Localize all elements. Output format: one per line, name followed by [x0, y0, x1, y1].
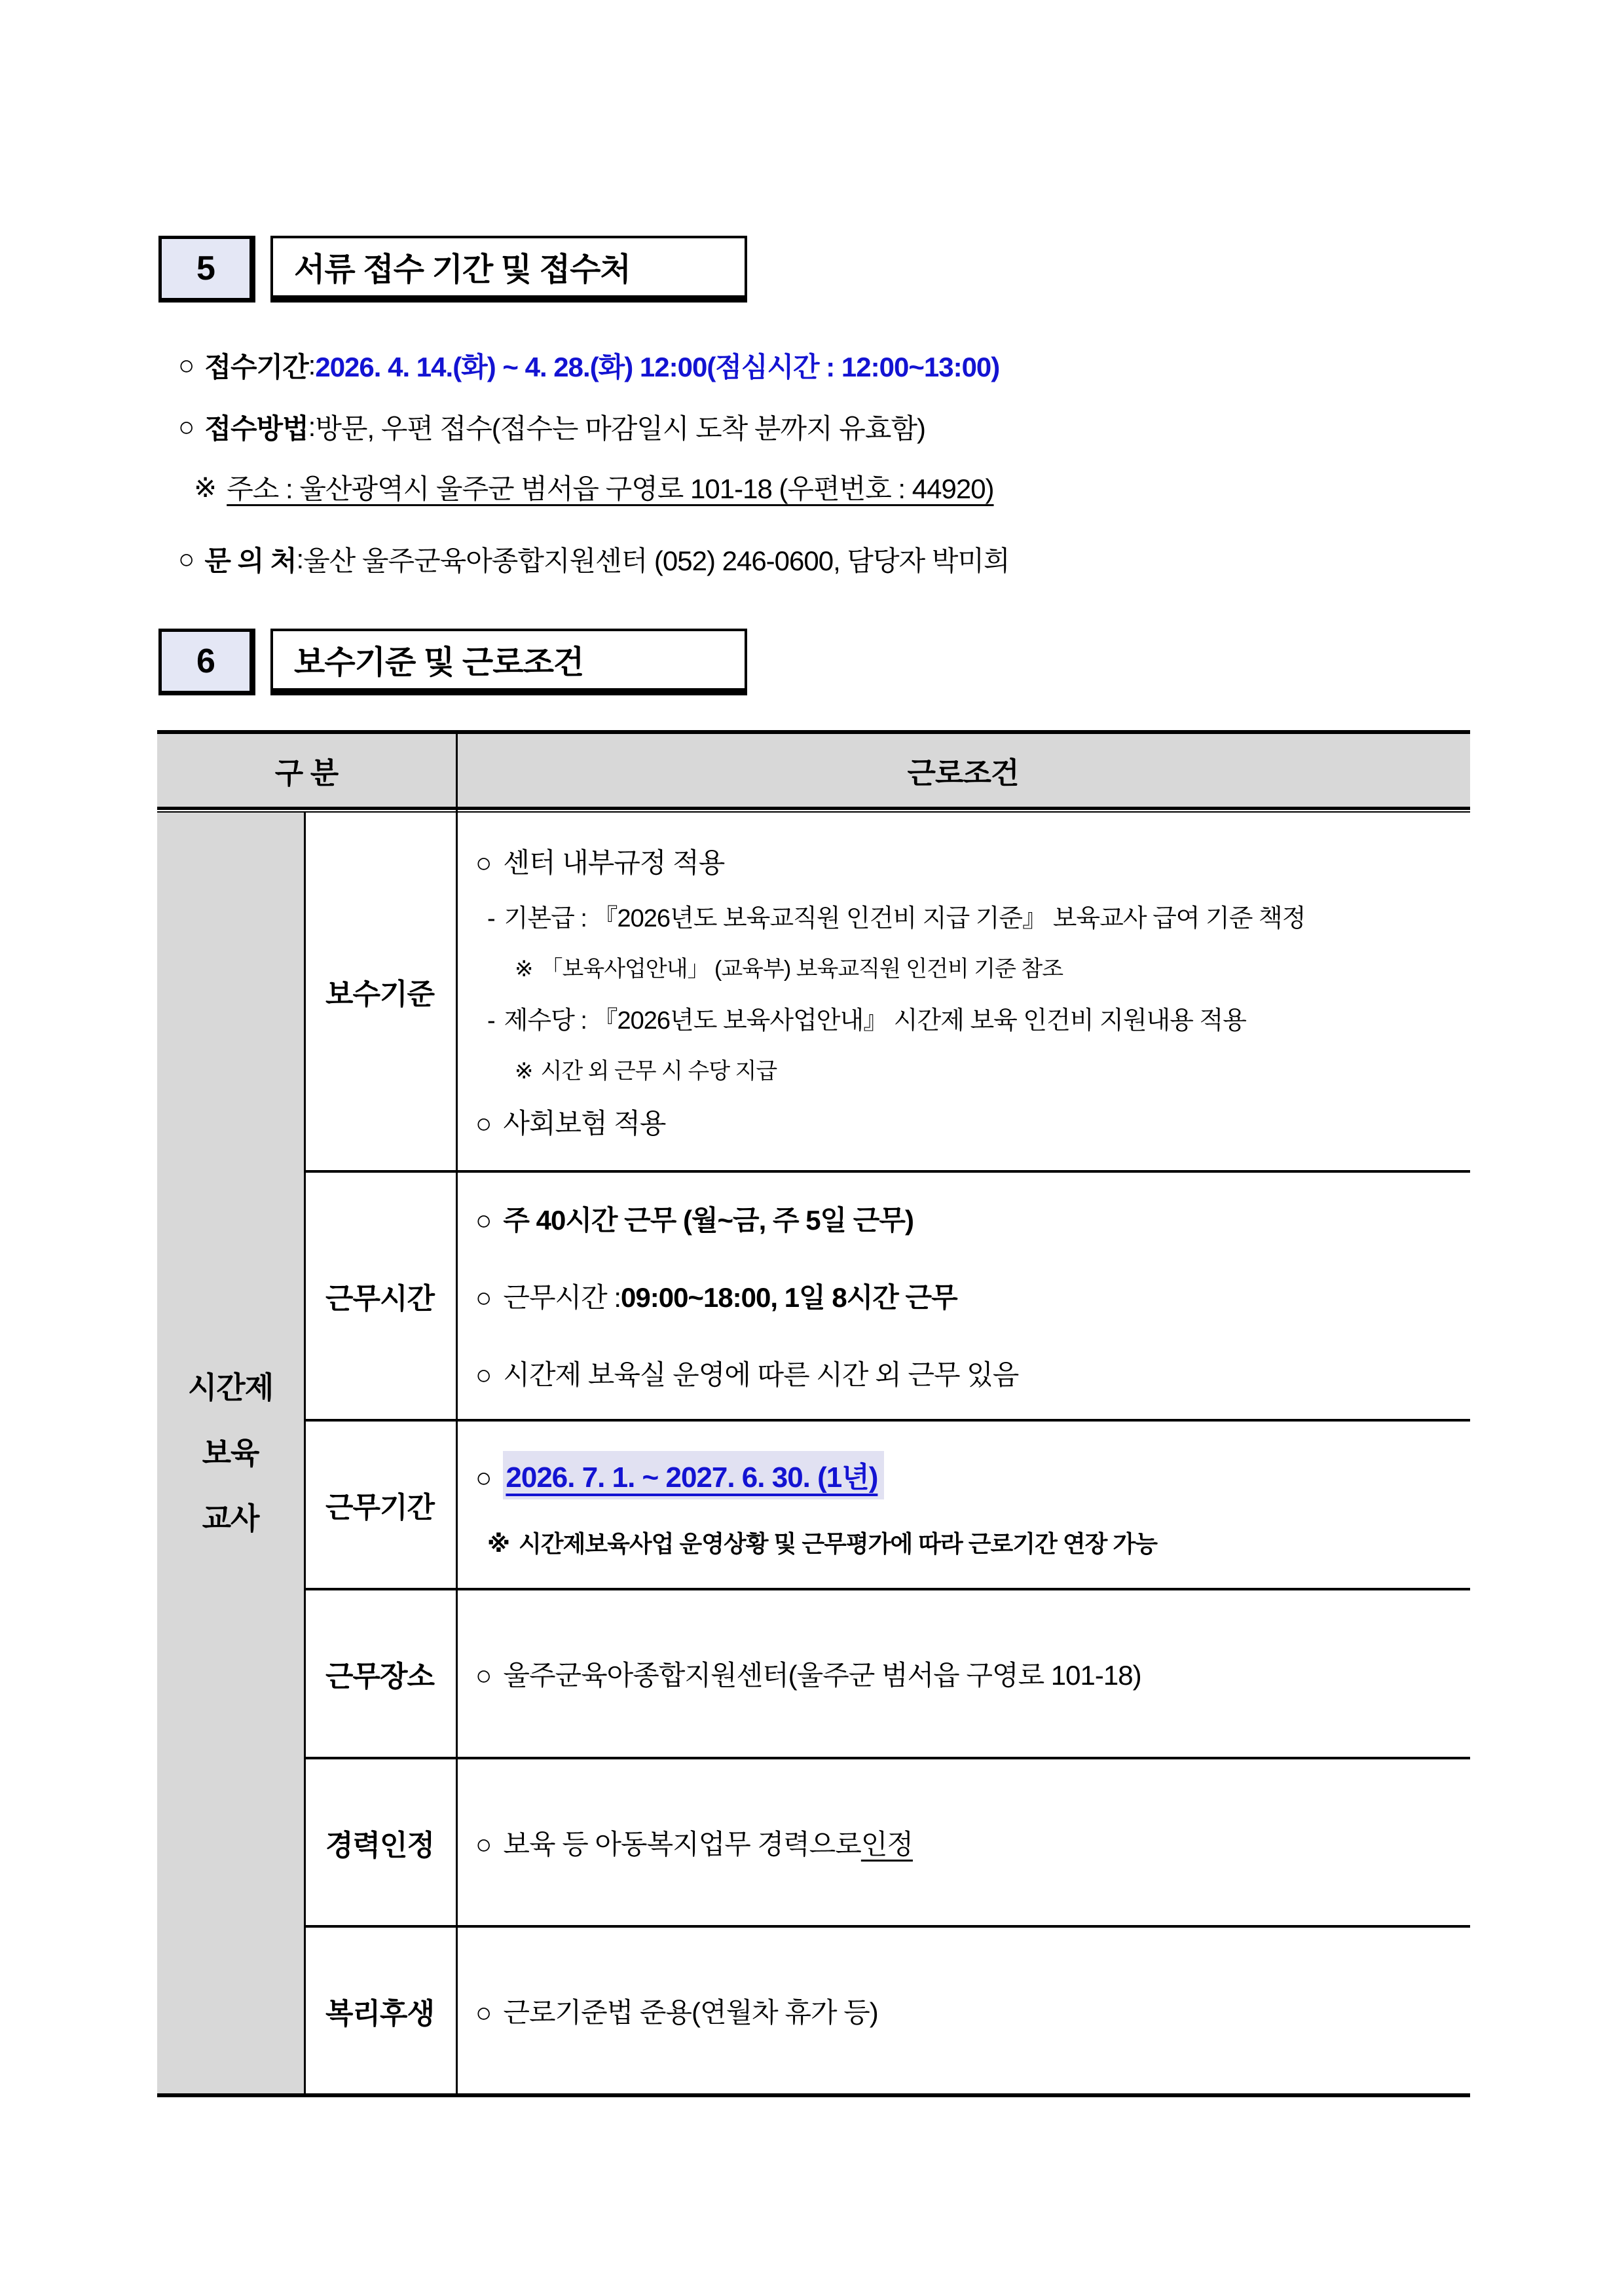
cell-working-period: [456, 1422, 1470, 1588]
receipt-method-label: 접수방법: [204, 413, 308, 444]
pay-line-6: ○ 사회보험 적용: [475, 1108, 666, 1139]
circle-bullet-icon: ○: [475, 1828, 492, 1860]
cell-work-place: [456, 1590, 1470, 1757]
header-category: 구 분: [274, 756, 339, 790]
receipt-period-label: 접수기간: [204, 352, 308, 382]
row-label-career-recognition: 경력인정: [325, 1829, 434, 1862]
hours-line-2: ○ 근무시간 : 09:00~18:00, 1일 8시간 근무: [475, 1282, 957, 1313]
career-underlined-word: 인정: [860, 1828, 913, 1860]
pay-line-1: ○ 센터 내부규정 적용: [475, 847, 725, 878]
row-label-working-period: 근무기간: [325, 1492, 434, 1524]
circle-bullet-icon: ○: [475, 1996, 492, 2028]
place-line-1: ○ 울주군육아종합지원센터(울주군 범서읍 구영로 101-18): [475, 1660, 1141, 1691]
section-5-number-box: [158, 236, 255, 303]
hours-line-3: ○ 시간제 보육실 운영에 따른 시간 외 근무 있음: [475, 1359, 1019, 1390]
receipt-method-line: [178, 407, 925, 447]
circle-bullet-icon: ○: [178, 350, 194, 380]
circle-bullet-icon: ○: [475, 1282, 492, 1313]
row-label-work-place: 근무장소: [325, 1661, 434, 1693]
reference-mark-icon: ※: [194, 471, 217, 503]
reference-mark-icon: ※: [487, 1530, 509, 1557]
period-line-2: ※ 시간제보육사업 운영상황 및 근무평가에 따라 근로기간 연장 가능: [487, 1530, 1157, 1557]
receipt-method-value: 방문, 우편 접수(접수는 마감일시 도착 분까지 유효함): [315, 413, 926, 444]
section-6-title-box: [270, 629, 747, 695]
section-6-title: 보수기준 및 근로조건: [294, 644, 584, 680]
section-5-number: 5: [196, 249, 215, 287]
circle-bullet-icon: ○: [178, 411, 194, 442]
section-6-number-box: [158, 629, 255, 695]
dash-bullet-icon: -: [487, 1007, 495, 1035]
pay-line-5: ※ 시간 외 근무 시 수당 지급: [515, 1059, 777, 1084]
section-5-title: 서류 접수 기간 및 접수처: [294, 251, 631, 287]
cell-career-recognition: [456, 1759, 1470, 1925]
separator: :: [308, 411, 316, 442]
row-label-pay-standard: 보수기준: [325, 978, 434, 1010]
circle-bullet-icon: ○: [475, 1461, 492, 1493]
row-label-working-hours: 근무시간: [325, 1283, 434, 1315]
section-5-title-box: [270, 236, 747, 303]
contact-label: 문 의 처: [204, 545, 297, 576]
reference-mark-icon: ※: [515, 957, 533, 982]
pay-line-3: ※ 「보육사업안내」 (교육부) 보육교직원 인건비 기준 참조: [515, 957, 1063, 982]
circle-bullet-icon: ○: [475, 1108, 492, 1139]
circle-bullet-icon: ○: [475, 1359, 492, 1390]
period-line-1: [475, 1451, 1470, 1499]
career-line-1: ○ 보육 등 아동복지업무 경력으로 인정: [475, 1823, 1470, 1862]
pay-line-4: - 제수당 : 『2026년도 보육사업안내』 시간제 보육 인건비 지원내용 적용: [487, 1007, 1246, 1035]
dash-bullet-icon: -: [487, 905, 495, 932]
circle-bullet-icon: ○: [178, 543, 194, 574]
cell-pay-standard: [456, 813, 1470, 1170]
row-label-welfare: 복리후생: [325, 1997, 434, 2030]
contact-value: 울산 울주군육아종합지원센터 (052) 246-0600, 담당자 박미희: [303, 545, 1010, 576]
period-highlighted-dates: 2026. 7. 1. ~ 2027. 6. 30. (1년): [503, 1451, 884, 1499]
circle-bullet-icon: ○: [475, 847, 492, 878]
group-label-parttime-teacher: 시간제 보육 교사: [187, 1370, 274, 1535]
header-bottom-border-thick: [157, 807, 1470, 810]
circle-bullet-icon: ○: [475, 1205, 492, 1236]
section-6-number: 6: [196, 642, 215, 680]
separator: :: [296, 543, 304, 574]
receipt-period-line: [178, 345, 999, 386]
cell-welfare: [456, 1928, 1470, 2093]
welfare-line-1: ○ 근로기준법 준용(연월차 휴가 등): [475, 1996, 878, 2028]
circle-bullet-icon: ○: [475, 1660, 492, 1691]
separator: :: [308, 350, 316, 380]
table-bottom-border: [157, 2093, 1470, 2097]
address-note-line: [194, 467, 994, 507]
contact-line: [178, 539, 1010, 579]
address-underlined-text: 주소 : 울산광역시 울주군 범서읍 구영로 101-18 (우편번호 : 44920): [227, 473, 994, 504]
cell-working-hours: [456, 1173, 1470, 1419]
pay-line-2: - 기본급 : 『2026년도 보육교직원 인건비 지급 기준』 보육교사 급여 기준 책정: [487, 905, 1306, 932]
reference-mark-icon: ※: [515, 1059, 533, 1084]
hours-line-1: ○ 주 40시간 근무 (월~금, 주 5일 근무): [475, 1205, 913, 1236]
header-working-conditions: 근로조건: [907, 756, 1019, 790]
receipt-period-value: 2026. 4. 14.(화) ~ 4. 28.(화) 12:00(점심시간 : 12:00~13:00): [315, 352, 1000, 382]
